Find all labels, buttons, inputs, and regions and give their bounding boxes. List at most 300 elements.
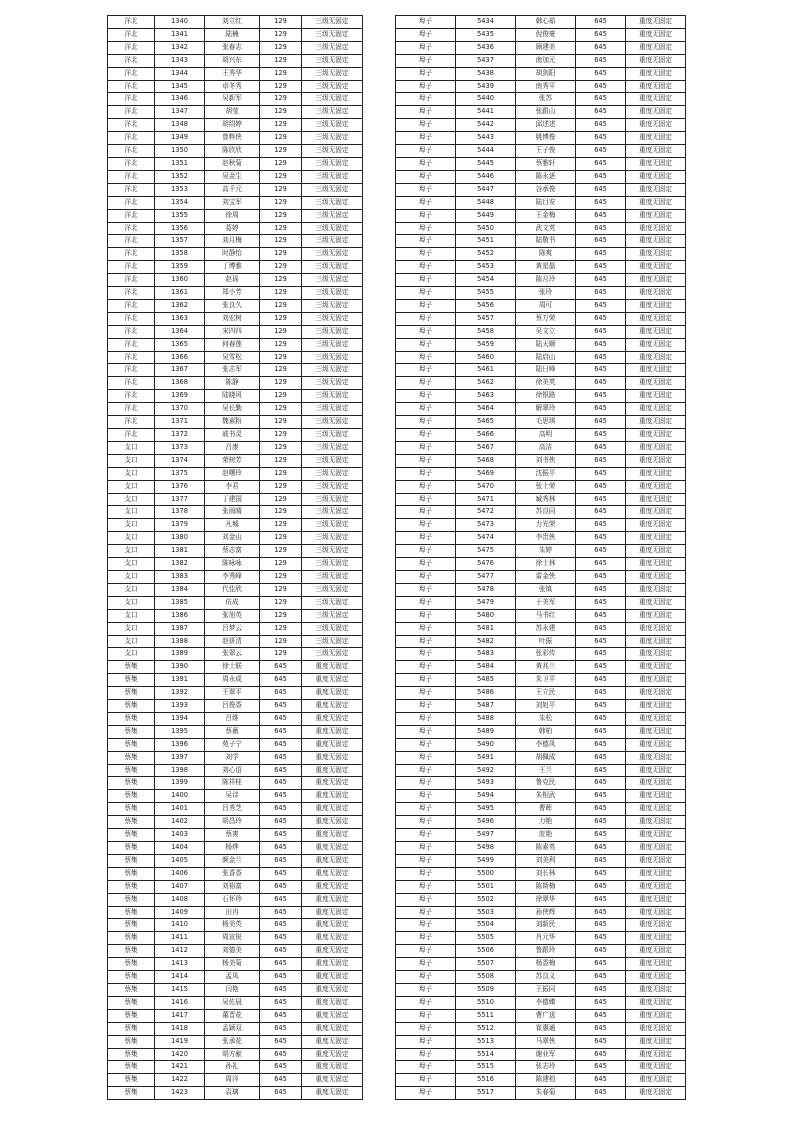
name-cell: 南加元 bbox=[516, 54, 576, 67]
name-cell: 雷金侠 bbox=[516, 570, 576, 583]
amount-cell: 645 bbox=[576, 996, 626, 1009]
id-cell: 5503 bbox=[456, 906, 516, 919]
category-cell: 重度无固定 bbox=[302, 790, 363, 803]
name-cell: 宋四四 bbox=[205, 325, 260, 338]
name-cell: 陆晓风 bbox=[205, 390, 260, 403]
id-cell: 1382 bbox=[155, 558, 205, 571]
town-cell: 蔡集 bbox=[108, 1048, 155, 1061]
id-cell: 5481 bbox=[456, 622, 516, 635]
table-row bbox=[396, 867, 686, 880]
category-cell: 重度无固定 bbox=[626, 93, 686, 106]
category-cell: 重度无固定 bbox=[626, 854, 686, 867]
name-cell: 曹广送 bbox=[516, 1009, 576, 1022]
id-cell: 1363 bbox=[155, 312, 205, 325]
category-cell: 三级无固定 bbox=[302, 209, 363, 222]
amount-cell: 645 bbox=[576, 287, 626, 300]
table-row bbox=[108, 1061, 363, 1074]
id-cell: 5455 bbox=[456, 287, 516, 300]
table-row bbox=[108, 28, 363, 41]
town-cell: 洋北 bbox=[108, 325, 155, 338]
id-cell: 1350 bbox=[155, 145, 205, 158]
id-cell: 5458 bbox=[456, 325, 516, 338]
table-row bbox=[108, 906, 363, 919]
id-cell: 1422 bbox=[155, 1074, 205, 1087]
amount-cell: 129 bbox=[260, 261, 302, 274]
category-cell: 重度无固定 bbox=[626, 1074, 686, 1087]
name-cell: 凡城 bbox=[205, 519, 260, 532]
table-row bbox=[396, 106, 686, 119]
town-cell: 埠子 bbox=[396, 648, 456, 661]
table-row bbox=[396, 1009, 686, 1022]
amount-cell: 645 bbox=[576, 351, 626, 364]
town-cell: 支口 bbox=[108, 622, 155, 635]
amount-cell: 645 bbox=[576, 738, 626, 751]
name-cell: 吕秀芝 bbox=[205, 803, 260, 816]
town-cell: 蔡集 bbox=[108, 1009, 155, 1022]
table-row bbox=[396, 945, 686, 958]
table-row bbox=[396, 596, 686, 609]
category-cell: 重度无固定 bbox=[626, 983, 686, 996]
town-cell: 埠子 bbox=[396, 583, 456, 596]
category-cell: 重度无固定 bbox=[626, 635, 686, 648]
table-row bbox=[108, 493, 363, 506]
id-cell: 5487 bbox=[456, 700, 516, 713]
id-cell: 1400 bbox=[155, 790, 205, 803]
town-cell: 洋北 bbox=[108, 235, 155, 248]
amount-cell: 129 bbox=[260, 596, 302, 609]
amount-cell: 129 bbox=[260, 338, 302, 351]
town-cell: 埠子 bbox=[396, 416, 456, 429]
amount-cell: 645 bbox=[576, 932, 626, 945]
table-row bbox=[108, 467, 363, 480]
amount-cell: 645 bbox=[576, 674, 626, 687]
amount-cell: 645 bbox=[576, 712, 626, 725]
name-cell: 解翠玲 bbox=[516, 403, 576, 416]
table-row bbox=[396, 777, 686, 790]
amount-cell: 129 bbox=[260, 312, 302, 325]
name-cell: 魏素粉 bbox=[205, 416, 260, 429]
category-cell: 重度无固定 bbox=[626, 738, 686, 751]
name-cell: 卓冬秀 bbox=[205, 80, 260, 93]
category-cell: 重度无固定 bbox=[302, 1074, 363, 1087]
id-cell: 1376 bbox=[155, 480, 205, 493]
town-cell: 埠子 bbox=[396, 1087, 456, 1100]
table-row bbox=[108, 1009, 363, 1022]
name-cell: 闫艳 bbox=[205, 983, 260, 996]
table-row bbox=[396, 790, 686, 803]
town-cell: 蔡集 bbox=[108, 932, 155, 945]
name-cell: 代佳欣 bbox=[205, 583, 260, 596]
category-cell: 重度无固定 bbox=[626, 493, 686, 506]
town-cell: 支口 bbox=[108, 570, 155, 583]
category-cell: 重度无固定 bbox=[626, 829, 686, 842]
category-cell: 三级无固定 bbox=[302, 274, 363, 287]
town-cell: 埠子 bbox=[396, 996, 456, 1009]
town-cell: 埠子 bbox=[396, 183, 456, 196]
category-cell: 重度无固定 bbox=[626, 519, 686, 532]
amount-cell: 645 bbox=[260, 854, 302, 867]
name-cell: 刘长林 bbox=[516, 867, 576, 880]
table-row bbox=[396, 93, 686, 106]
name-cell: 鲁跟玲 bbox=[516, 945, 576, 958]
town-cell: 埠子 bbox=[396, 493, 456, 506]
table-row bbox=[108, 570, 363, 583]
town-cell: 洋北 bbox=[108, 248, 155, 261]
town-cell: 埠子 bbox=[396, 906, 456, 919]
name-cell: 刘德美 bbox=[205, 945, 260, 958]
id-cell: 1373 bbox=[155, 441, 205, 454]
table-row bbox=[108, 816, 363, 829]
id-cell: 1380 bbox=[155, 532, 205, 545]
table-row bbox=[396, 299, 686, 312]
town-cell: 洋北 bbox=[108, 416, 155, 429]
table-row bbox=[108, 880, 363, 893]
table-row bbox=[108, 777, 363, 790]
category-cell: 重度无固定 bbox=[626, 712, 686, 725]
town-cell: 蔡集 bbox=[108, 661, 155, 674]
town-cell: 支口 bbox=[108, 635, 155, 648]
amount-cell: 129 bbox=[260, 196, 302, 209]
name-cell: 陈月玲 bbox=[516, 274, 576, 287]
category-cell: 三级无固定 bbox=[302, 235, 363, 248]
amount-cell: 645 bbox=[260, 1074, 302, 1087]
table-row bbox=[396, 687, 686, 700]
table-row bbox=[396, 700, 686, 713]
category-cell: 三级无固定 bbox=[302, 480, 363, 493]
town-cell: 埠子 bbox=[396, 170, 456, 183]
amount-cell: 645 bbox=[576, 983, 626, 996]
category-cell: 重度无固定 bbox=[626, 816, 686, 829]
town-cell: 蔡集 bbox=[108, 880, 155, 893]
amount-cell: 645 bbox=[576, 1022, 626, 1035]
town-cell: 埠子 bbox=[396, 377, 456, 390]
name-cell: 力艳 bbox=[516, 816, 576, 829]
table-row bbox=[108, 145, 363, 158]
id-cell: 5505 bbox=[456, 932, 516, 945]
town-cell: 洋北 bbox=[108, 312, 155, 325]
name-cell: 伍成 bbox=[205, 596, 260, 609]
table-row bbox=[108, 764, 363, 777]
category-cell: 三级无固定 bbox=[302, 570, 363, 583]
table-row bbox=[396, 1048, 686, 1061]
table-row bbox=[108, 1035, 363, 1048]
table-row bbox=[396, 738, 686, 751]
table-row bbox=[108, 67, 363, 80]
name-cell: 张彩传 bbox=[516, 648, 576, 661]
amount-cell: 645 bbox=[260, 1048, 302, 1061]
table-row bbox=[396, 28, 686, 41]
town-cell: 埠子 bbox=[396, 299, 456, 312]
category-cell: 重度无固定 bbox=[626, 803, 686, 816]
id-cell: 1346 bbox=[155, 93, 205, 106]
name-cell: 曾粹侠 bbox=[205, 132, 260, 145]
id-cell: 5490 bbox=[456, 738, 516, 751]
table-row bbox=[108, 945, 363, 958]
table-row bbox=[108, 751, 363, 764]
amount-cell: 645 bbox=[260, 867, 302, 880]
table-row bbox=[396, 519, 686, 532]
category-cell: 三级无固定 bbox=[302, 454, 363, 467]
id-cell: 1343 bbox=[155, 54, 205, 67]
town-cell: 埠子 bbox=[396, 338, 456, 351]
name-cell: 毛思琪 bbox=[516, 416, 576, 429]
name-cell: 周洋 bbox=[205, 1074, 260, 1087]
town-cell: 支口 bbox=[108, 441, 155, 454]
amount-cell: 645 bbox=[576, 1061, 626, 1074]
category-cell: 重度无固定 bbox=[626, 893, 686, 906]
category-cell: 重度无固定 bbox=[302, 971, 363, 984]
name-cell: 杨香梅 bbox=[516, 958, 576, 971]
name-cell: 赵曙玲 bbox=[205, 467, 260, 480]
category-cell: 重度无固定 bbox=[626, 429, 686, 442]
town-cell: 埠子 bbox=[396, 712, 456, 725]
id-cell: 1367 bbox=[155, 364, 205, 377]
category-cell: 重度无固定 bbox=[302, 1048, 363, 1061]
town-cell: 埠子 bbox=[396, 16, 456, 29]
name-cell: 杨烨 bbox=[205, 842, 260, 855]
name-cell: 杨美菊 bbox=[205, 958, 260, 971]
category-cell: 三级无固定 bbox=[302, 287, 363, 300]
amount-cell: 129 bbox=[260, 28, 302, 41]
name-cell: 胡莹 bbox=[205, 106, 260, 119]
name-cell: 王翠平 bbox=[205, 687, 260, 700]
category-cell: 重度无固定 bbox=[626, 958, 686, 971]
town-cell: 埠子 bbox=[396, 519, 456, 532]
name-cell: 朱松 bbox=[516, 712, 576, 725]
name-cell: 高洁 bbox=[516, 441, 576, 454]
table-row bbox=[396, 235, 686, 248]
town-cell: 埠子 bbox=[396, 28, 456, 41]
table-row bbox=[108, 480, 363, 493]
town-cell: 埠子 bbox=[396, 532, 456, 545]
category-cell: 重度无固定 bbox=[626, 622, 686, 635]
id-cell: 5434 bbox=[456, 16, 516, 29]
town-cell: 蔡集 bbox=[108, 996, 155, 1009]
name-cell: 张香香 bbox=[205, 867, 260, 880]
town-cell: 埠子 bbox=[396, 829, 456, 842]
id-cell: 5464 bbox=[456, 403, 516, 416]
amount-cell: 645 bbox=[576, 196, 626, 209]
name-cell: 苏良同 bbox=[516, 506, 576, 519]
id-cell: 5477 bbox=[456, 570, 516, 583]
category-cell: 三级无固定 bbox=[302, 248, 363, 261]
amount-cell: 645 bbox=[576, 390, 626, 403]
amount-cell: 129 bbox=[260, 622, 302, 635]
name-cell: 杨美英 bbox=[205, 919, 260, 932]
town-cell: 埠子 bbox=[396, 635, 456, 648]
name-cell: 崔惠通 bbox=[516, 1022, 576, 1035]
name-cell: 王子俊 bbox=[516, 145, 576, 158]
category-cell: 重度无固定 bbox=[302, 854, 363, 867]
id-cell: 1345 bbox=[155, 80, 205, 93]
name-cell: 赵秋菊 bbox=[205, 157, 260, 170]
town-cell: 支口 bbox=[108, 596, 155, 609]
category-cell: 三级无固定 bbox=[302, 467, 363, 480]
amount-cell: 129 bbox=[260, 287, 302, 300]
amount-cell: 129 bbox=[260, 364, 302, 377]
category-cell: 重度无固定 bbox=[626, 867, 686, 880]
category-cell: 重度无固定 bbox=[626, 687, 686, 700]
id-cell: 1395 bbox=[155, 725, 205, 738]
id-cell: 5516 bbox=[456, 1074, 516, 1087]
name-cell: 陈爽 bbox=[516, 248, 576, 261]
table-row bbox=[108, 738, 363, 751]
id-cell: 5491 bbox=[456, 751, 516, 764]
category-cell: 三级无固定 bbox=[302, 54, 363, 67]
category-cell: 重度无固定 bbox=[626, 506, 686, 519]
id-cell: 1405 bbox=[155, 854, 205, 867]
name-cell: 吕康 bbox=[205, 441, 260, 454]
id-cell: 5513 bbox=[456, 1035, 516, 1048]
table-row bbox=[108, 196, 363, 209]
town-cell: 埠子 bbox=[396, 803, 456, 816]
town-cell: 蔡集 bbox=[108, 790, 155, 803]
id-cell: 1414 bbox=[155, 971, 205, 984]
name-cell: 徐士林 bbox=[516, 558, 576, 571]
table-row bbox=[396, 893, 686, 906]
amount-cell: 645 bbox=[260, 932, 302, 945]
name-cell: 张良久 bbox=[205, 299, 260, 312]
category-cell: 重度无固定 bbox=[626, 145, 686, 158]
id-cell: 5479 bbox=[456, 596, 516, 609]
amount-cell: 645 bbox=[576, 725, 626, 738]
category-cell: 重度无固定 bbox=[626, 196, 686, 209]
table-row bbox=[396, 351, 686, 364]
id-cell: 5470 bbox=[456, 480, 516, 493]
town-cell: 洋北 bbox=[108, 28, 155, 41]
amount-cell: 645 bbox=[576, 1074, 626, 1087]
category-cell: 重度无固定 bbox=[626, 106, 686, 119]
id-cell: 1340 bbox=[155, 16, 205, 29]
category-cell: 重度无固定 bbox=[302, 777, 363, 790]
town-cell: 蔡集 bbox=[108, 700, 155, 713]
amount-cell: 645 bbox=[260, 1022, 302, 1035]
name-cell: 吴佐晨 bbox=[205, 996, 260, 1009]
category-cell: 重度无固定 bbox=[626, 209, 686, 222]
id-cell: 5463 bbox=[456, 390, 516, 403]
category-cell: 重度无固定 bbox=[626, 299, 686, 312]
name-cell: 陈建柏 bbox=[516, 1074, 576, 1087]
amount-cell: 645 bbox=[576, 248, 626, 261]
table-row bbox=[396, 274, 686, 287]
town-cell: 埠子 bbox=[396, 80, 456, 93]
amount-cell: 645 bbox=[576, 41, 626, 54]
right-roster-table bbox=[395, 15, 686, 1100]
town-cell: 埠子 bbox=[396, 1061, 456, 1074]
amount-cell: 645 bbox=[576, 261, 626, 274]
id-cell: 5494 bbox=[456, 790, 516, 803]
id-cell: 5510 bbox=[456, 996, 516, 1009]
id-cell: 1347 bbox=[155, 106, 205, 119]
id-cell: 1372 bbox=[155, 429, 205, 442]
category-cell: 重度无固定 bbox=[626, 674, 686, 687]
category-cell: 三级无固定 bbox=[302, 545, 363, 558]
amount-cell: 645 bbox=[576, 145, 626, 158]
id-cell: 1368 bbox=[155, 377, 205, 390]
id-cell: 1418 bbox=[155, 1022, 205, 1035]
amount-cell: 129 bbox=[260, 545, 302, 558]
table-row bbox=[108, 106, 363, 119]
amount-cell: 645 bbox=[576, 106, 626, 119]
town-cell: 埠子 bbox=[396, 919, 456, 932]
town-cell: 蔡集 bbox=[108, 971, 155, 984]
name-cell: 周宣锐 bbox=[205, 932, 260, 945]
amount-cell: 129 bbox=[260, 274, 302, 287]
name-cell: 陆楠 bbox=[205, 28, 260, 41]
id-cell: 1412 bbox=[155, 945, 205, 958]
name-cell: 陆天顺 bbox=[516, 338, 576, 351]
category-cell: 重度无固定 bbox=[626, 751, 686, 764]
amount-cell: 645 bbox=[576, 906, 626, 919]
id-cell: 1353 bbox=[155, 183, 205, 196]
category-cell: 重度无固定 bbox=[302, 803, 363, 816]
category-cell: 重度无固定 bbox=[626, 248, 686, 261]
name-cell: 刘宏树 bbox=[205, 312, 260, 325]
town-cell: 埠子 bbox=[396, 364, 456, 377]
town-cell: 埠子 bbox=[396, 403, 456, 416]
town-cell: 蔡集 bbox=[108, 1061, 155, 1074]
category-cell: 重度无固定 bbox=[626, 170, 686, 183]
id-cell: 5498 bbox=[456, 842, 516, 855]
id-cell: 1371 bbox=[155, 416, 205, 429]
name-cell: 苑子宁 bbox=[205, 738, 260, 751]
name-cell: 张跟山 bbox=[516, 106, 576, 119]
name-cell: 赵瑶 bbox=[205, 274, 260, 287]
name-cell: 徐周 bbox=[205, 209, 260, 222]
town-cell: 埠子 bbox=[396, 261, 456, 274]
category-cell: 三级无固定 bbox=[302, 609, 363, 622]
id-cell: 5460 bbox=[456, 351, 516, 364]
town-cell: 蔡集 bbox=[108, 867, 155, 880]
category-cell: 三级无固定 bbox=[302, 41, 363, 54]
amount-cell: 645 bbox=[260, 945, 302, 958]
name-cell: 陆目安 bbox=[516, 196, 576, 209]
table-row bbox=[396, 170, 686, 183]
name-cell: 王兰 bbox=[516, 764, 576, 777]
amount-cell: 645 bbox=[576, 893, 626, 906]
amount-cell: 645 bbox=[576, 545, 626, 558]
name-cell: 刘金山 bbox=[205, 532, 260, 545]
category-cell: 重度无固定 bbox=[302, 725, 363, 738]
category-cell: 重度无固定 bbox=[626, 377, 686, 390]
town-cell: 埠子 bbox=[396, 157, 456, 170]
amount-cell: 645 bbox=[576, 467, 626, 480]
table-row bbox=[108, 119, 363, 132]
id-cell: 1356 bbox=[155, 222, 205, 235]
table-row bbox=[396, 1074, 686, 1087]
table-row bbox=[108, 1074, 363, 1087]
name-cell: 吴金生 bbox=[205, 170, 260, 183]
category-cell: 重度无固定 bbox=[626, 119, 686, 132]
name-cell: 叶振 bbox=[516, 635, 576, 648]
id-cell: 1409 bbox=[155, 906, 205, 919]
amount-cell: 645 bbox=[576, 829, 626, 842]
id-cell: 5508 bbox=[456, 971, 516, 984]
table-row bbox=[396, 506, 686, 519]
amount-cell: 129 bbox=[260, 648, 302, 661]
amount-cell: 645 bbox=[576, 209, 626, 222]
category-cell: 重度无固定 bbox=[626, 80, 686, 93]
id-cell: 5439 bbox=[456, 80, 516, 93]
table-row bbox=[108, 854, 363, 867]
id-cell: 1406 bbox=[155, 867, 205, 880]
table-row bbox=[108, 893, 363, 906]
amount-cell: 645 bbox=[576, 338, 626, 351]
table-row bbox=[396, 1022, 686, 1035]
amount-cell: 129 bbox=[260, 467, 302, 480]
amount-cell: 645 bbox=[576, 429, 626, 442]
id-cell: 1377 bbox=[155, 493, 205, 506]
